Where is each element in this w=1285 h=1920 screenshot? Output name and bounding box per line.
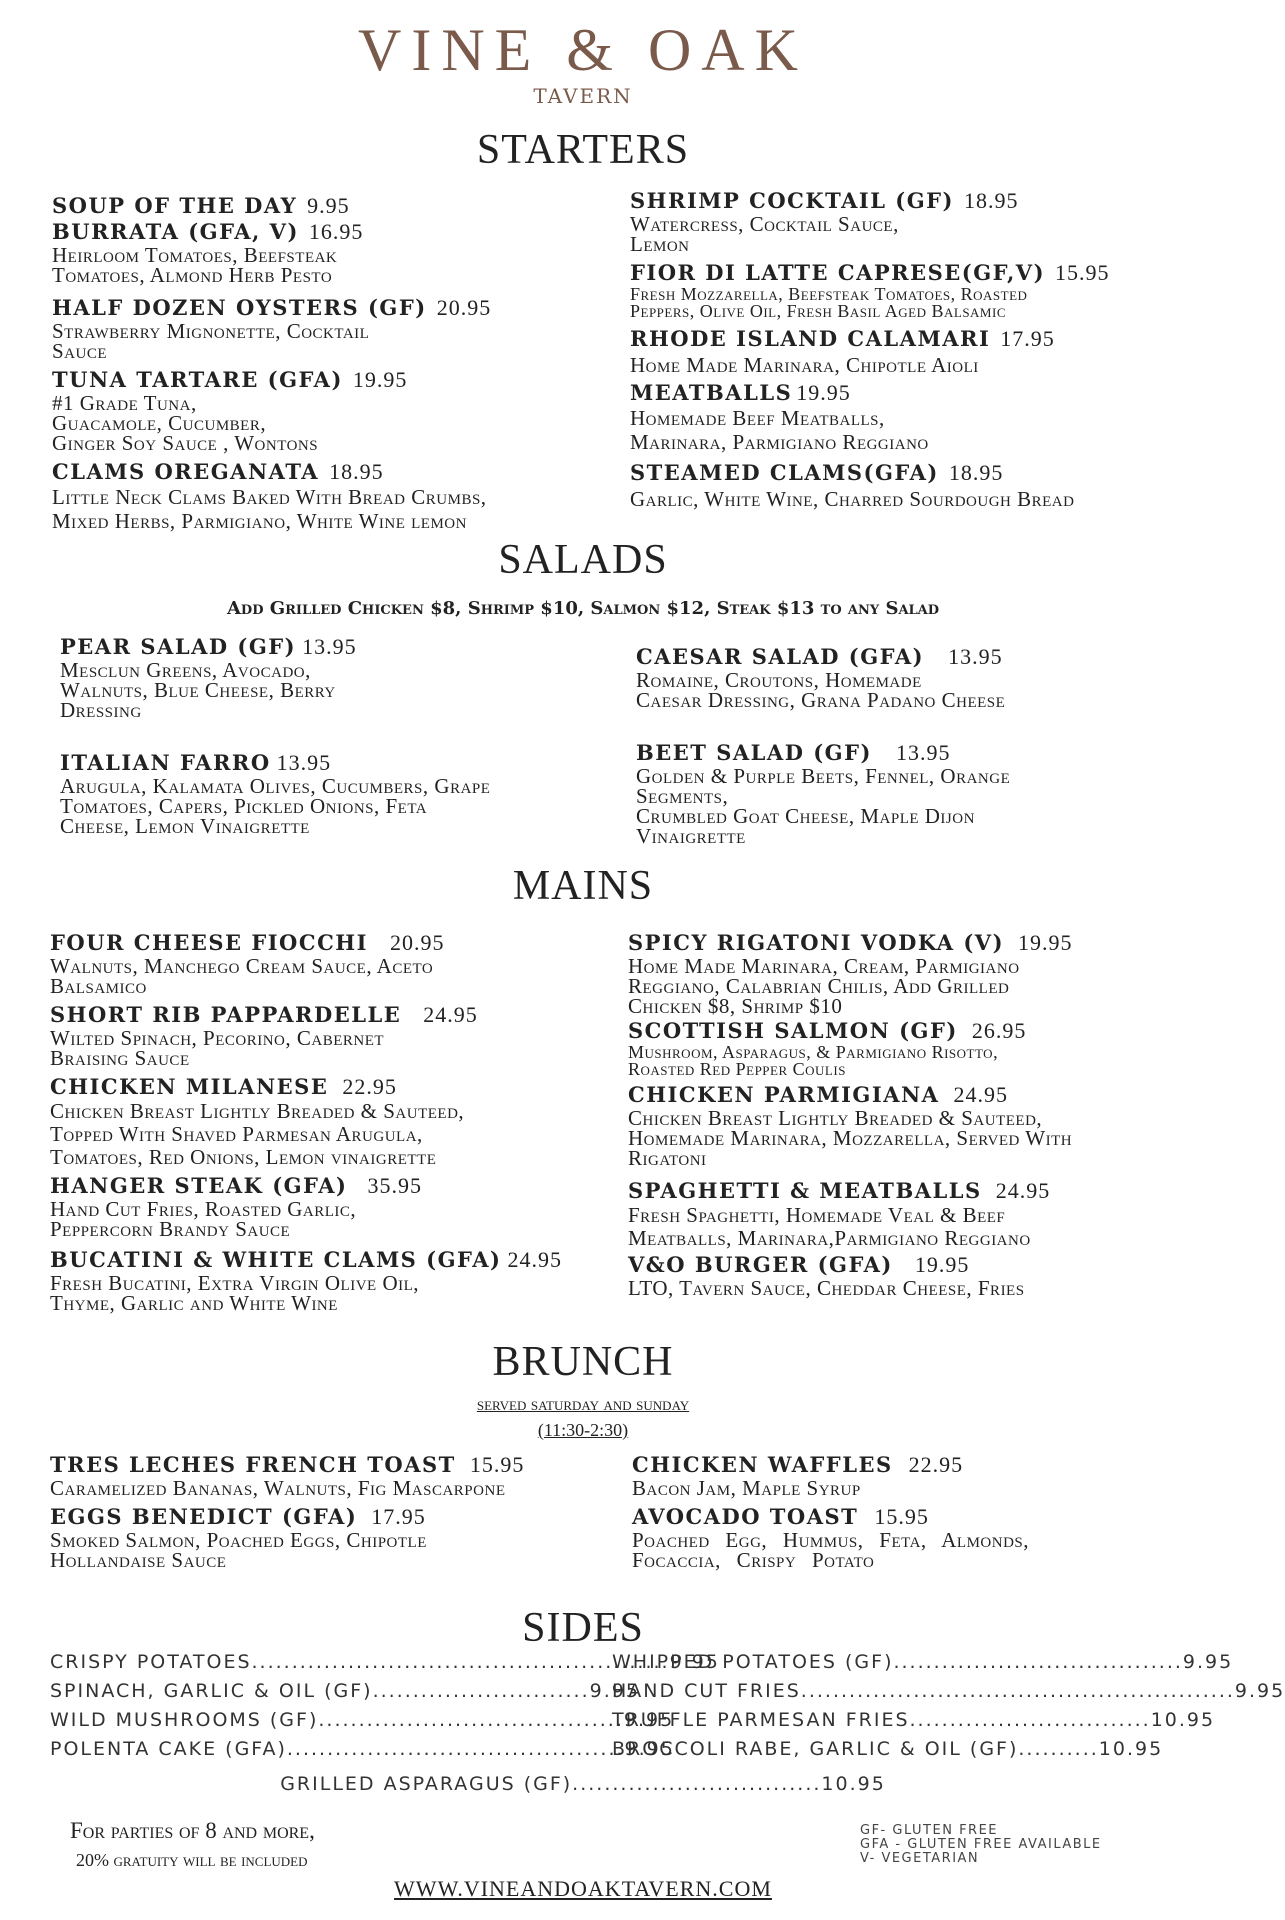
item-price: 9.95 bbox=[307, 193, 350, 218]
item-name: SHORT RIB PAPPARDELLE bbox=[50, 1002, 402, 1027]
item-description: Chicken Breast Lightly Breaded & Sauteed, Topped With Shaved Parmesan Arugula, Tomatoes, Red Onions, Lemon vinaigrette bbox=[50, 1099, 465, 1169]
item-price: 13.95 bbox=[948, 644, 1003, 669]
menu-item bbox=[50, 1504, 630, 1570]
item-name: SHRIMP COCKTAIL (GF) bbox=[630, 188, 954, 213]
item-name: STEAMED CLAMS(GFA) bbox=[630, 460, 939, 485]
item-price: 17.95 bbox=[371, 1504, 426, 1529]
restaurant-subtitle: TAVERN bbox=[533, 84, 633, 108]
menu-item bbox=[50, 1452, 630, 1498]
legend-item: V- VEGETARIAN bbox=[860, 1851, 980, 1866]
item-price: 19.95 bbox=[914, 1252, 970, 1277]
side-item: SPINACH, GARLIC & OIL (GF)...........................9.95 bbox=[50, 1680, 640, 1702]
menu-item bbox=[628, 1018, 1158, 1078]
menu-item bbox=[60, 634, 580, 720]
item-description: Fresh Spaghetti, Homemade Veal & Beef Meatballs, Marinara,Parmigiano Reggiano bbox=[628, 1203, 1031, 1250]
side-item: GRILLED ASPARAGUS (GF)...............................10.95 bbox=[280, 1773, 886, 1795]
item-description: Romaine, Croutons, Homemade Caesar Dressing, Grana Padano Cheese bbox=[636, 668, 1006, 712]
menu-item bbox=[50, 930, 590, 996]
salads-title: SALADS bbox=[498, 537, 668, 583]
menu-item bbox=[52, 459, 572, 533]
salads-left-column bbox=[60, 634, 580, 836]
item-description: Poached Egg, Hummus, Feta, Almonds, Focaccia, Crispy Potato bbox=[632, 1528, 1029, 1572]
starters-right-column bbox=[630, 188, 1160, 512]
item-price: 19.95 bbox=[1018, 930, 1073, 955]
item-price: 15.95 bbox=[469, 1452, 525, 1477]
item-description: #1 Grade Tuna, Guacamole, Cucumber, Ginger Soy Sauce , Wontons bbox=[52, 391, 319, 455]
item-price: 15.95 bbox=[1055, 260, 1110, 285]
item-name: HALF DOZEN OYSTERS (GF) bbox=[52, 295, 427, 320]
menu-item bbox=[628, 1178, 1158, 1250]
side-item: BROCCOLI RABE, GARLIC & OIL (GF)..........10.95 bbox=[612, 1738, 1164, 1760]
brunch-right-column bbox=[632, 1452, 1152, 1570]
menu-item bbox=[636, 740, 1156, 846]
restaurant-header bbox=[0, 18, 1166, 108]
item-price: 18.95 bbox=[948, 460, 1004, 485]
large-party-note: For parties of 8 and more, bbox=[70, 1818, 315, 1843]
item-price: 19.95 bbox=[796, 380, 851, 405]
item-name: CHICKEN WAFFLES bbox=[632, 1452, 893, 1477]
menu-item bbox=[630, 380, 1160, 454]
item-price: 24.95 bbox=[995, 1178, 1051, 1203]
menu-item bbox=[50, 1002, 590, 1068]
menu-item bbox=[632, 1504, 1152, 1570]
item-description: Walnuts, Manchego Cream Sauce, Aceto Balsamico bbox=[50, 954, 434, 998]
item-description: Garlic, White Wine, Charred Sourdough Bread bbox=[630, 487, 1075, 511]
brunch-served-days: served saturday and sunday bbox=[476, 1394, 690, 1414]
item-name: TUNA TARTARE (GFA) bbox=[52, 367, 343, 392]
salads-right-column bbox=[636, 644, 1156, 846]
item-name: RHODE ISLAND CALAMARI bbox=[630, 326, 991, 351]
side-item: TRUFFLE PARMESAN FRIES..............................10.95 bbox=[612, 1709, 1216, 1731]
item-price: 22.95 bbox=[908, 1452, 964, 1477]
item-price: 24.95 bbox=[423, 1002, 478, 1027]
item-description: Chicken Breast Lightly Breaded & Sauteed, Homemade Marinara, Mozzarella, Served With Rigatoni bbox=[628, 1106, 1073, 1170]
item-price: 35.95 bbox=[367, 1173, 422, 1198]
item-price: 22.95 bbox=[342, 1074, 397, 1099]
sides-right-column bbox=[612, 1648, 1285, 1764]
item-price: 20.95 bbox=[436, 295, 492, 320]
brunch-hours: (11:30-2:30) bbox=[537, 1420, 629, 1440]
item-name: CHICKEN PARMIGIANA bbox=[628, 1082, 940, 1107]
brunch-title: BRUNCH bbox=[492, 1339, 674, 1385]
menu-item bbox=[52, 193, 572, 219]
menu-item bbox=[628, 1252, 1158, 1298]
item-name: V&O BURGER (GFA) bbox=[628, 1252, 893, 1277]
gratuity-note: 20% gratuity will be included bbox=[76, 1850, 308, 1870]
side-item: POLENTA CAKE (GFA)..........................................9.95 bbox=[50, 1738, 675, 1760]
item-description: Smoked Salmon, Poached Eggs, Chipotle Hollandaise Sauce bbox=[50, 1528, 427, 1572]
item-price: 17.95 bbox=[1000, 326, 1055, 351]
item-description: Home Made Marinara, Cream, Parmigiano Reggiano, Calabrian Chilis, Add Grilled Chicken $8, Shrimp $10 bbox=[628, 954, 1020, 1018]
mains-left-column bbox=[50, 930, 590, 1313]
menu-item bbox=[50, 1173, 590, 1239]
item-description: Fresh Bucatini, Extra Virgin Olive Oil, Thyme, Garlic and White Wine bbox=[50, 1271, 420, 1315]
item-description: Hand Cut Fries, Roasted Garlic, Peppercorn Brandy Sauce bbox=[50, 1197, 357, 1241]
salads-add-protein-note: Add Grilled Chicken $8, Shrimp $10, Salmon $12, Steak $13 to any Salad bbox=[226, 598, 940, 619]
item-price: 13.95 bbox=[302, 634, 357, 659]
menu-item bbox=[632, 1452, 1152, 1498]
item-price: 13.95 bbox=[895, 740, 951, 765]
item-name: CLAMS OREGANATA bbox=[52, 459, 320, 484]
item-name: EGGS BENEDICT (GFA) bbox=[50, 1504, 358, 1529]
side-item: CRISPY POTATOES....................................................9.95 bbox=[50, 1651, 720, 1673]
starters-left-column bbox=[52, 193, 572, 533]
item-name: SPICY RIGATONI VODKA (V) bbox=[628, 930, 1004, 955]
item-description: Golden & Purple Beets, Fennel, Orange Segments, Crumbled Goat Cheese, Maple Dijon Vinaigrette bbox=[636, 764, 1011, 848]
item-price: 24.95 bbox=[507, 1247, 562, 1272]
mains-right-column bbox=[628, 930, 1158, 1298]
item-description: Arugula, Kalamata Olives, Cucumbers, Grape Tomatoes, Capers, Pickled Onions, Feta Cheese, Lemon Vinaigrette bbox=[60, 774, 491, 838]
item-description: Wilted Spinach, Pecorino, Cabernet Braising Sauce bbox=[50, 1026, 385, 1070]
item-price: 19.95 bbox=[352, 367, 408, 392]
item-description: Caramelized Bananas, Walnuts, Fig Mascarpone bbox=[50, 1476, 506, 1500]
item-name: BURRATA (GFA, V) bbox=[52, 219, 299, 244]
item-description: Home Made Marinara, Chipotle Aioli bbox=[630, 353, 979, 377]
sides-left-column bbox=[50, 1648, 720, 1764]
item-price: 13.95 bbox=[276, 750, 332, 775]
brunch-left-column bbox=[50, 1452, 630, 1570]
menu-item bbox=[52, 219, 572, 285]
mains-title: MAINS bbox=[512, 863, 654, 909]
legend-item: GFA - GLUTEN FREE AVAILABLE bbox=[860, 1837, 1102, 1852]
item-name: FOUR CHEESE FIOCCHI bbox=[50, 930, 368, 955]
item-description: Heirloom Tomatoes, Beefsteak Tomatoes, Almond Herb Pesto bbox=[52, 243, 338, 287]
side-item: WILD MUSHROOMS (GF)......................................9.95 bbox=[50, 1709, 675, 1731]
menu-item bbox=[60, 750, 580, 836]
item-price: 16.95 bbox=[308, 219, 364, 244]
item-name: CHICKEN MILANESE bbox=[50, 1074, 329, 1099]
restaurant-name: VINE & OAK bbox=[358, 17, 808, 83]
item-name: HANGER STEAK (GFA) bbox=[50, 1173, 348, 1198]
item-price: 24.95 bbox=[953, 1082, 1008, 1107]
dietary-legend bbox=[860, 1824, 1102, 1866]
legend-item: GF- GLUTEN FREE bbox=[860, 1823, 999, 1838]
item-name: SOUP OF THE DAY bbox=[52, 193, 298, 218]
side-item: WHIPPED POTATOES (GF)....................................9.95 bbox=[612, 1651, 1234, 1673]
item-description: Fresh Mozzarella, Beefsteak Tomatoes, Roasted Peppers, Olive Oil, Fresh Basil Aged Balsamic bbox=[630, 284, 1028, 321]
item-name: FIOR DI LATTE CAPRESE(GF,V) bbox=[630, 260, 1046, 285]
item-description: Bacon Jam, Maple Syrup bbox=[632, 1476, 861, 1500]
item-price: 15.95 bbox=[874, 1504, 929, 1529]
item-price: 18.95 bbox=[329, 459, 384, 484]
item-price: 20.95 bbox=[389, 930, 445, 955]
menu-item bbox=[630, 260, 1160, 320]
item-name: AVOCADO TOAST bbox=[632, 1504, 859, 1529]
item-description: Strawberry Mignonette, Cocktail Sauce bbox=[52, 319, 370, 363]
starters-title: STARTERS bbox=[476, 127, 690, 173]
item-name: MEATBALLS bbox=[630, 380, 793, 405]
item-name: SPAGHETTI & MEATBALLS bbox=[628, 1178, 982, 1203]
menu-item bbox=[50, 1074, 590, 1169]
item-description: Mushroom, Asparagus, & Parmigiano Risotto, Roasted Red Pepper Coulis bbox=[628, 1042, 999, 1079]
item-name: BUCATINI & WHITE CLAMS (GFA) bbox=[50, 1247, 502, 1272]
item-price: 26.95 bbox=[971, 1018, 1027, 1043]
item-description: LTO, Tavern Sauce, Cheddar Cheese, Fries bbox=[628, 1276, 1025, 1300]
side-item: HAND CUT FRIES......................................................9.95 bbox=[612, 1680, 1285, 1702]
item-description: Watercress, Cocktail Sauce, Lemon bbox=[630, 212, 899, 256]
menu-item bbox=[52, 367, 572, 453]
item-name: ITALIAN FARRO bbox=[60, 750, 271, 775]
menu-item bbox=[52, 295, 572, 361]
menu-item bbox=[630, 188, 1160, 254]
item-name: SCOTTISH SALMON (GF) bbox=[628, 1018, 958, 1043]
website-link[interactable]: WWW.VINEANDOAKTAVERN.COM bbox=[394, 1876, 772, 1901]
menu-item bbox=[636, 644, 1156, 710]
item-price: 18.95 bbox=[964, 188, 1019, 213]
item-name: BEET SALAD (GF) bbox=[636, 740, 872, 765]
sides-center-row bbox=[0, 1770, 1166, 1799]
item-name: CAESAR SALAD (GFA) bbox=[636, 644, 925, 669]
item-description: Homemade Beef Meatballs, Marinara, Parmigiano Reggiano bbox=[630, 406, 929, 454]
item-name: PEAR SALAD (GF) bbox=[60, 634, 297, 659]
menu-item bbox=[630, 326, 1160, 378]
item-name: TRES LECHES FRENCH TOAST bbox=[50, 1452, 456, 1477]
menu-item bbox=[628, 1082, 1158, 1168]
item-description: Mesclun Greens, Avocado, Walnuts, Blue Cheese, Berry Dressing bbox=[60, 658, 336, 722]
menu-item bbox=[50, 1247, 590, 1313]
sides-title: SIDES bbox=[522, 1605, 644, 1651]
item-description: Little Neck Clams Baked With Bread Crumbs, Mixed Herbs, Parmigiano, White Wine lemon bbox=[52, 485, 487, 533]
menu-item bbox=[628, 930, 1158, 1016]
menu-item bbox=[630, 460, 1160, 512]
